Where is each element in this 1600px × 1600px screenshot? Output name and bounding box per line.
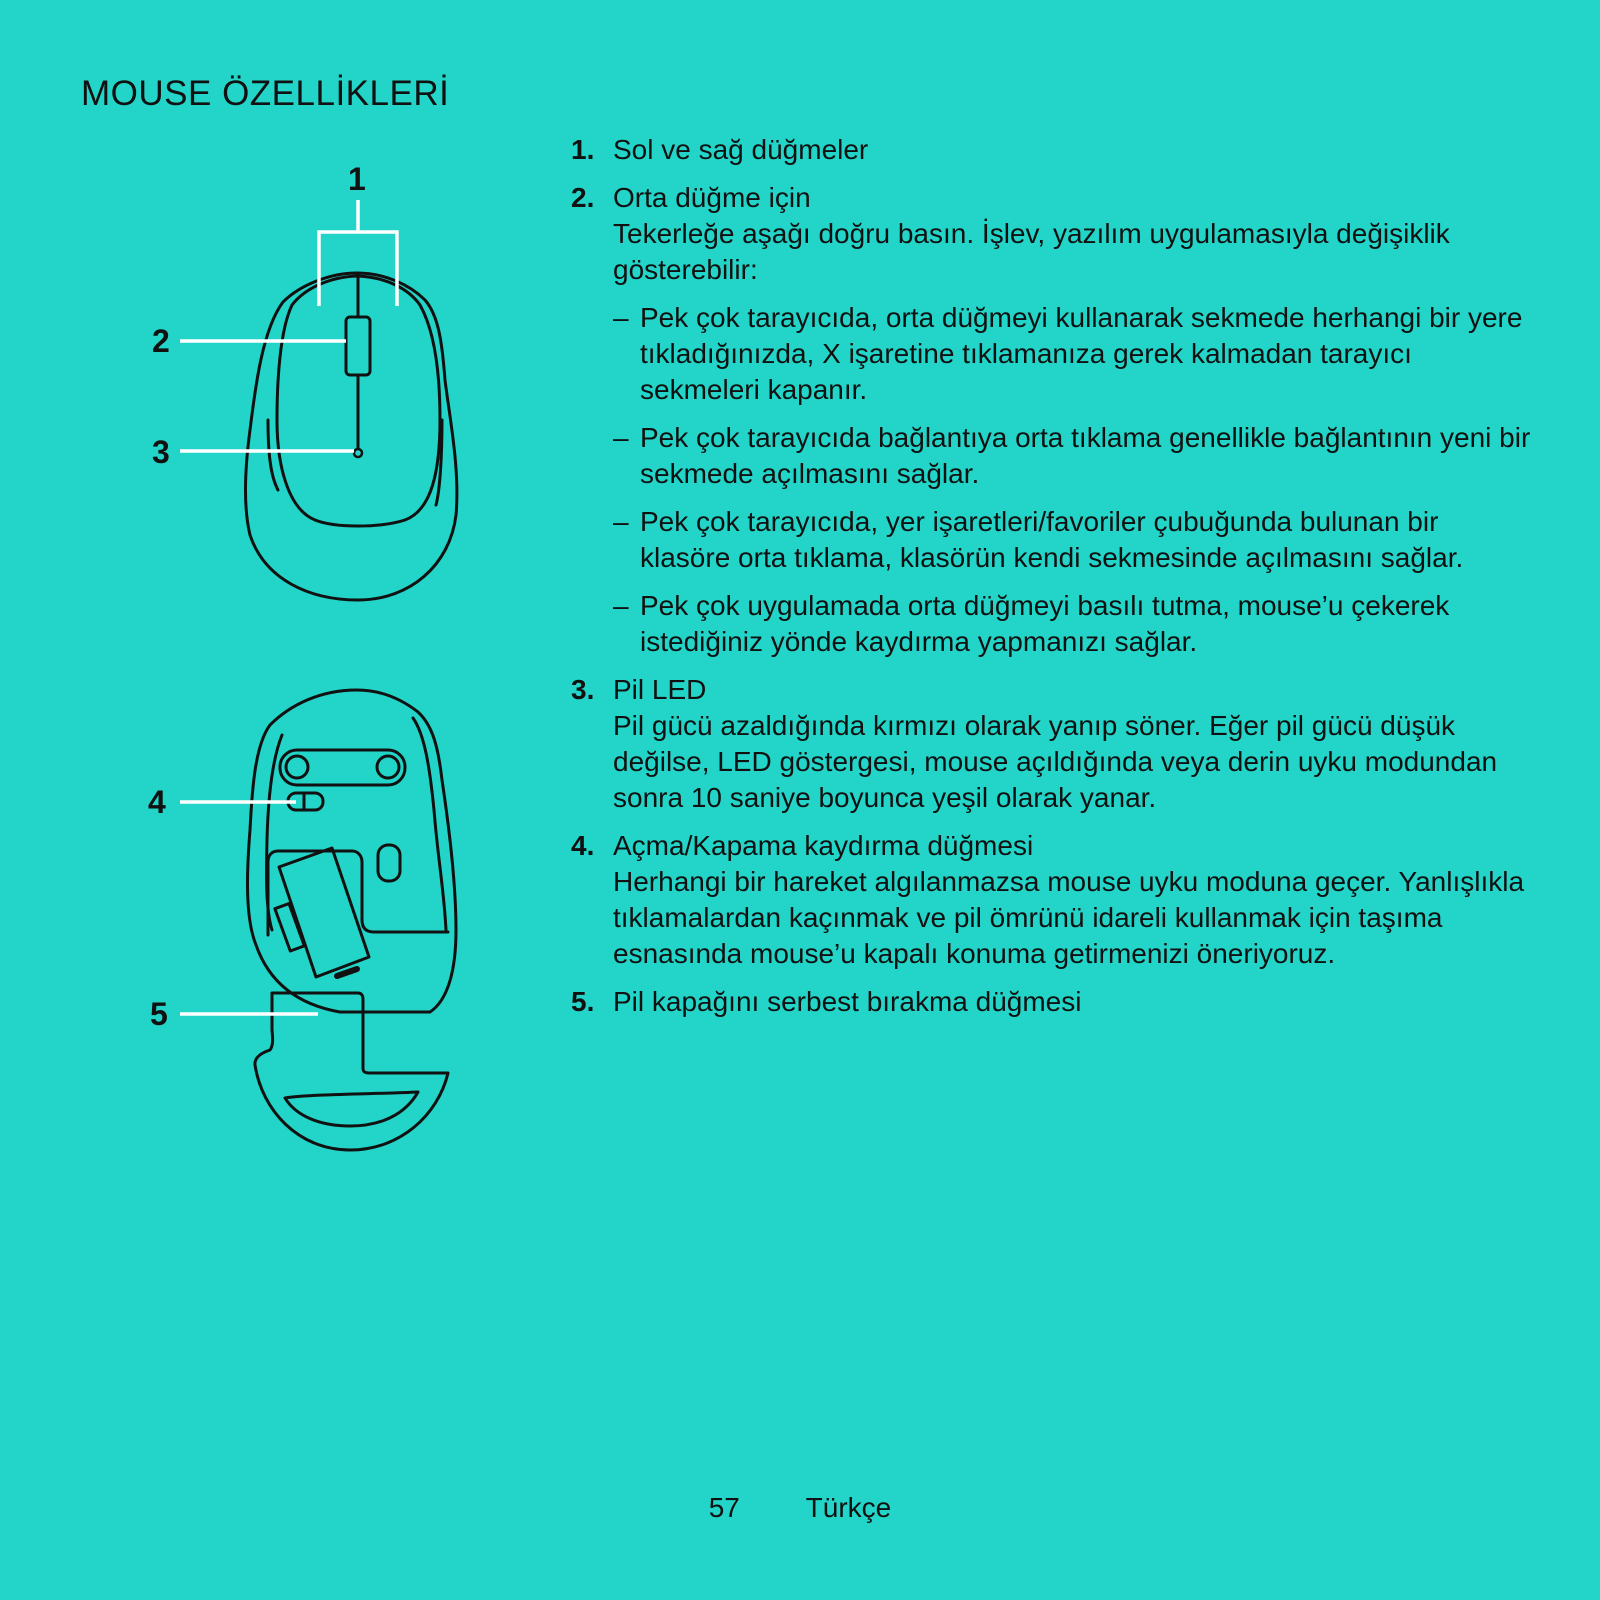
battery-led [354,449,362,457]
feature-number: 3. [571,674,595,705]
bullet-item [613,420,1531,492]
bullet-item [613,588,1531,660]
feature-item-5 [571,984,1531,1020]
feature-title: Pil LED [613,674,707,705]
feature-number: 4. [571,830,595,861]
page-title: MOUSE ÖZELLİKLERİ [81,74,450,113]
bullet-text: Pek çok uygulamada orta düğmeyi basılı tutma, mouse’u çekerek istediğiniz yönde kaydırma yapmanızı sağlar. [640,590,1450,657]
feature-item-3 [571,672,1531,816]
feature-description: Pil gücü azaldığında kırmızı olarak yanıp söner. Eğer pil gücü düşük değilse, LED göstergesi, mouse açıldığında veya derin uyku modundan sonra 10 saniye boyunca yeşil olarak yanar. [613,710,1498,813]
bullet-item [613,504,1531,576]
feature-number: 2. [571,182,595,213]
feature-description: Tekerleğe aşağı doğru basın. İşlev, yazılım uygulamasıyla değişiklik gösterebilir: [613,218,1450,285]
bullet-dash: – [613,590,629,621]
callout-5-label: 5 [150,996,168,1032]
feature-title: Açma/Kapama kaydırma düğmesi [613,830,1034,861]
language-label: Türkçe [805,1492,892,1523]
callout-1-label: 1 [348,161,366,197]
bullet-text: Pek çok tarayıcıda, orta düğmeyi kullanarak sekmede herhangi bir yere tıkladığınızda, X işaretine tıklamanıza gerek kalmadan tarayıcı sekmeleri kapanır. [640,302,1523,405]
feature-item-2 [571,180,1531,660]
feature-number: 1. [571,134,595,165]
feature-item-4 [571,828,1531,972]
bullet-dash: – [613,302,629,333]
mouse-top-view-illustration [246,273,457,600]
bullet-text: Pek çok tarayıcıda, yer işaretleri/favoriler çubuğunda bulunan bir klasöre orta tıklama, klasörün kendi sekmesinde açılmasını sağlar. [640,506,1464,573]
feature-item-1 [571,132,1531,168]
callout-4-label: 4 [148,784,166,820]
callout-3-label: 3 [152,434,170,470]
bullet-dash: – [613,506,629,537]
bullet-item [613,300,1531,408]
feature-title: Pil kapağını serbest bırakma düğmesi [613,986,1082,1017]
feature-list [571,132,1531,1032]
page-footer [0,1492,1600,1524]
feature-title: Orta düğme için [613,182,811,213]
feature-title: Sol ve sağ düğmeler [613,134,869,165]
page-number: 57 [708,1492,740,1523]
mouse-bottom-view-illustration [248,690,456,1150]
bullet-list [613,300,1531,660]
bullet-dash: – [613,422,629,453]
bullet-text: Pek çok tarayıcıda bağlantıya orta tıklama genellikle bağlantının yeni bir sekmede açılmasını sağlar. [640,422,1531,489]
callout-2-label: 2 [152,323,170,359]
feature-description: Herhangi bir hareket algılanmazsa mouse uyku moduna geçer. Yanlışlıkla tıklamalardan kaçınmak ve pil ömrünü idareli kullanmak için taşıma esnasında mouse’u kapalı konuma getirmenizi öneriyoruz. [613,866,1525,969]
feature-number: 5. [571,986,595,1017]
mouse-diagram [0,0,560,1200]
